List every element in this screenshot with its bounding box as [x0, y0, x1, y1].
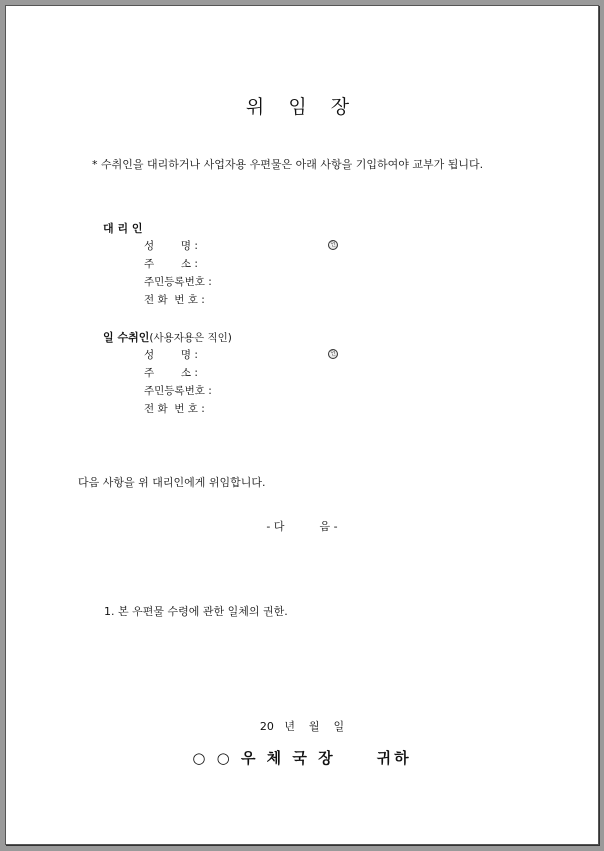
proxy-address-label: 주 소 :	[144, 258, 198, 270]
proxy-seal-icon: 인	[328, 240, 338, 250]
principal-id-label: 주민등록번호 :	[144, 385, 212, 397]
proxy-heading: 대 리 인	[103, 222, 143, 235]
principal-heading-note: (사용자용은 직인)	[149, 332, 232, 344]
principal-phone-label: 전 화 번 호 :	[144, 403, 205, 415]
principal-address-label: 주 소 :	[144, 367, 198, 379]
proxy-id-label: 주민등록번호 :	[144, 276, 212, 288]
document-page	[5, 5, 599, 845]
date-line: 20 년 월 일	[259, 720, 345, 733]
proxy-phone-label: 전 화 번 호 :	[144, 294, 205, 306]
principal-heading-main: 일 수취인	[103, 331, 150, 344]
document-title: 위 임 장	[245, 96, 359, 118]
delegated-item-1: 1. 본 우편물 수령에 관한 일체의 권한.	[104, 605, 288, 618]
delegation-statement: 다음 사항을 위 대리인에게 위임합니다.	[78, 476, 266, 489]
principal-name-label: 성 명 :	[144, 349, 198, 361]
addressee-line: ○ ○ 우 체 국 장 귀하	[192, 749, 412, 767]
dagum-heading: - 다 음 -	[266, 520, 338, 533]
principal-seal-icon: 인	[328, 349, 338, 359]
principal-heading	[103, 329, 232, 345]
proxy-name-label: 성 명 :	[144, 240, 198, 252]
notice-text: * 수취인을 대리하거나 사업자용 우편물은 아래 사항을 기입하여야 교부가 됩니다.	[92, 158, 484, 171]
